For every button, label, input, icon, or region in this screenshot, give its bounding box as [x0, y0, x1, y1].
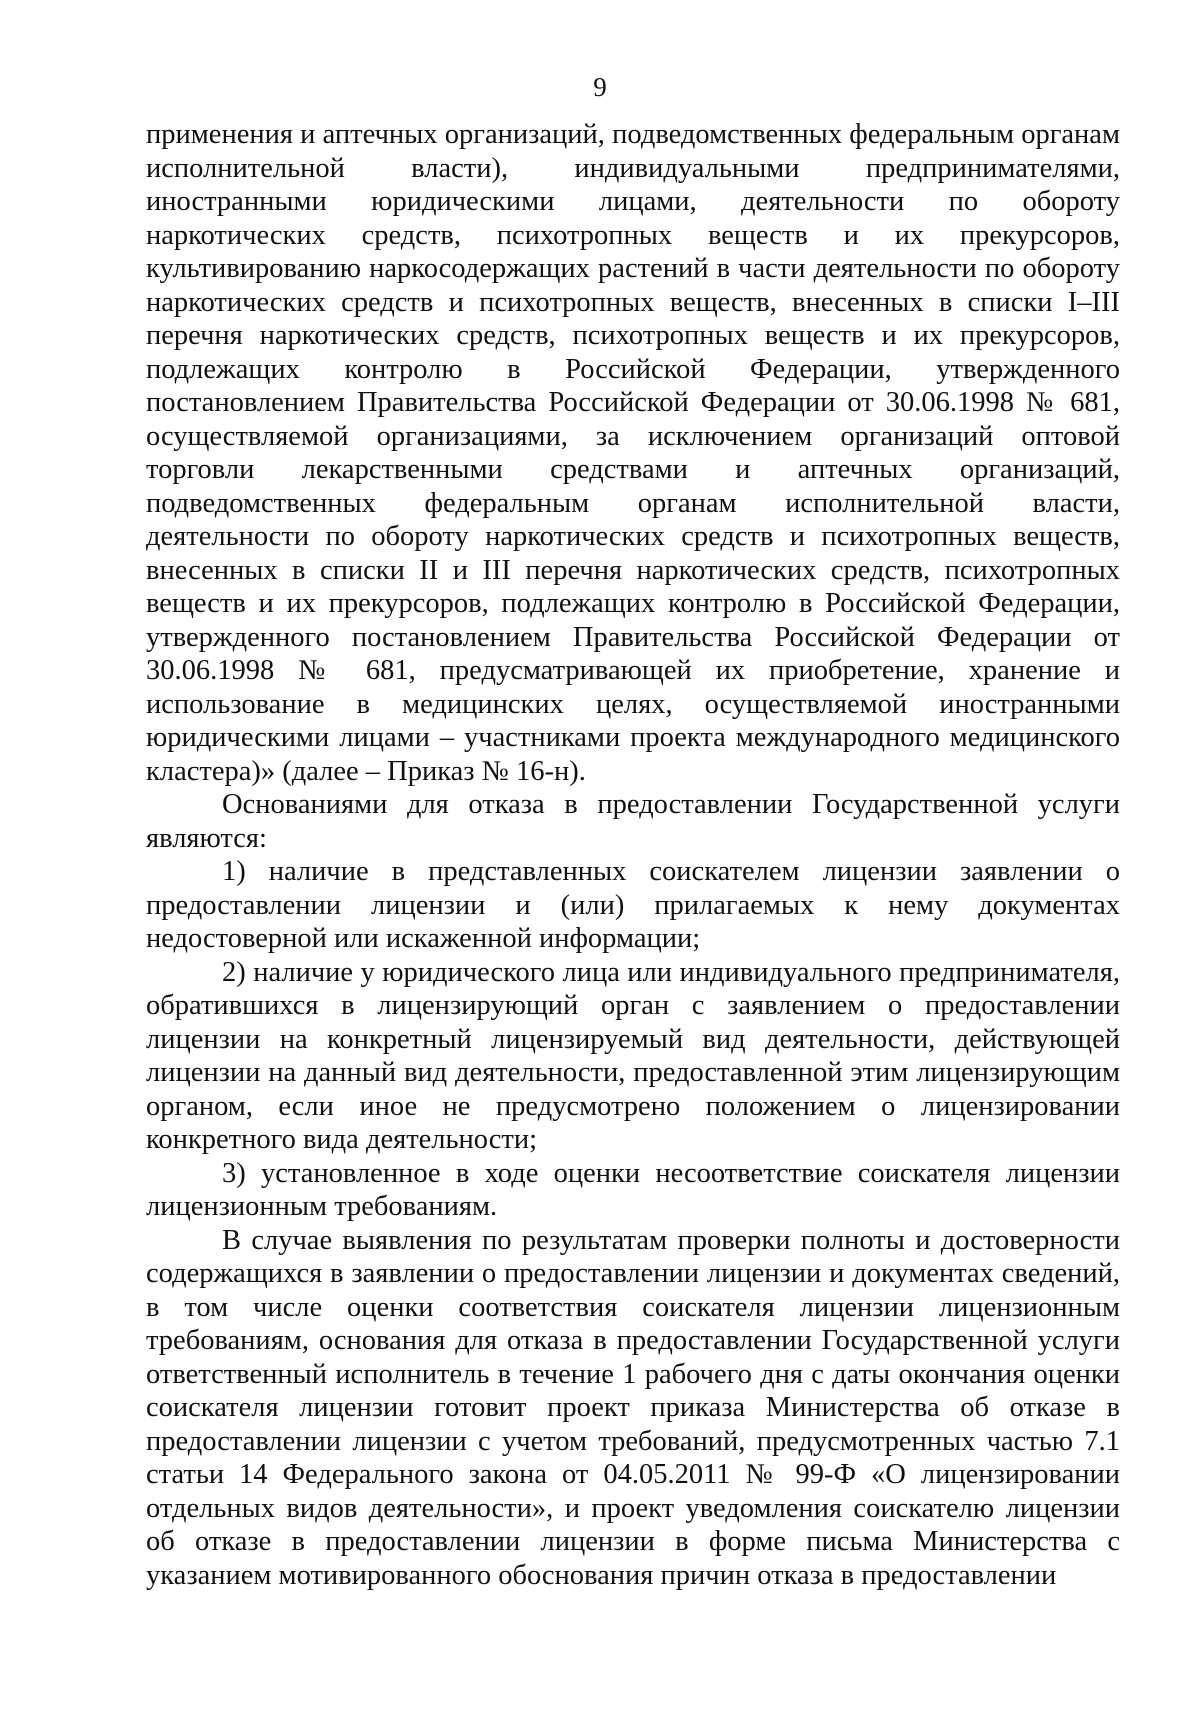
paragraph-ground-1: 1) наличие в представленных соискателем лицензии заявлении о предоставлении лицензии и (или) прилагаемых к нему документах недостоверной или искаженной информации;: [146, 856, 1120, 954]
paragraph-continuation: применения и аптечных организаций, подведомственных федеральным органам исполнительной власти), индивидуальными предпринимателями, иностранными юридическими лицами, деятельности по обороту наркотических средств, психотропных веществ и их прекурсоров, культивированию наркосодержащих растений в части деятельности по обороту наркотических средств и психотропных веществ, внесенных в списки I–III перечня наркотических средств, психотропных веществ и их прекурсоров, подлежащих контролю в Российской Федерации, утвержденного постановлением Правительства Российской Федерации от 30.06.1998 № 681, осуществляемой организациями, за исключением организаций оптовой торговли лекарственными средствами и аптечных организаций, подведомственных федеральным органам исполнительной власти, деятельности по обороту наркотических средств и психотропных веществ, внесенных в списки II и III перечня наркотических средств, психотропных веществ и их прекурсоров, подлежащих контролю в Российской Федерации, утвержденного постановлением Правительства Российской Федерации от 30.06.1998 № 681, предусматривающей их приобретение, хранение и использование в медицинских целях, осуществляемой иностранными юридическими лицами – участниками проекта международного медицинского кластера)» (далее – Приказ № 16-н).: [146, 119, 1120, 787]
paragraph-grounds-intro: Основаниями для отказа в предоставлении Государственной услуги являются:: [146, 789, 1120, 854]
document-body: [146, 118, 1120, 1592]
paragraph-ground-2: 2) наличие у юридического лица или индивидуального предпринимателя, обратившихся в лицензирующий орган с заявлением о предоставлении лицензии на конкретный лицензируемый вид деятельности, действующей лицензии на данный вид деятельности, предоставленной этим лицензирующим органом, если иное не предусмотрено положением о лицензировании конкретного вида деятельности;: [146, 956, 1120, 1155]
paragraph-ground-3: 3) установленное в ходе оценки несоответствие соискателя лицензии лицензионным требованиям.: [146, 1157, 1120, 1222]
paragraph-refusal-procedure: В случае выявления по результатам проверки полноты и достоверности содержащихся в заявлении о предоставлении лицензии и документах сведений, в том числе оценки соответствия соискателя лицензии лицензионным требованиям, основания для отказа в предоставлении Государственной услуги ответственный исполнитель в течение 1 рабочего дня с даты окончания оценки соискателя лицензии готовит проект приказа Министерства об отказе в предоставлении лицензии с учетом требований, предусмотренных частью 7.1 статьи 14 Федерального закона от 04.05.2011 № 99-Ф «О лицензировании отдельных видов деятельности», и проект уведомления соискателю лицензии об отказе в предоставлении лицензии в форме письма Министерства с указанием мотивированного обоснования причин отказа в предоставлении: [146, 1224, 1120, 1591]
page-number: 9: [593, 72, 607, 102]
